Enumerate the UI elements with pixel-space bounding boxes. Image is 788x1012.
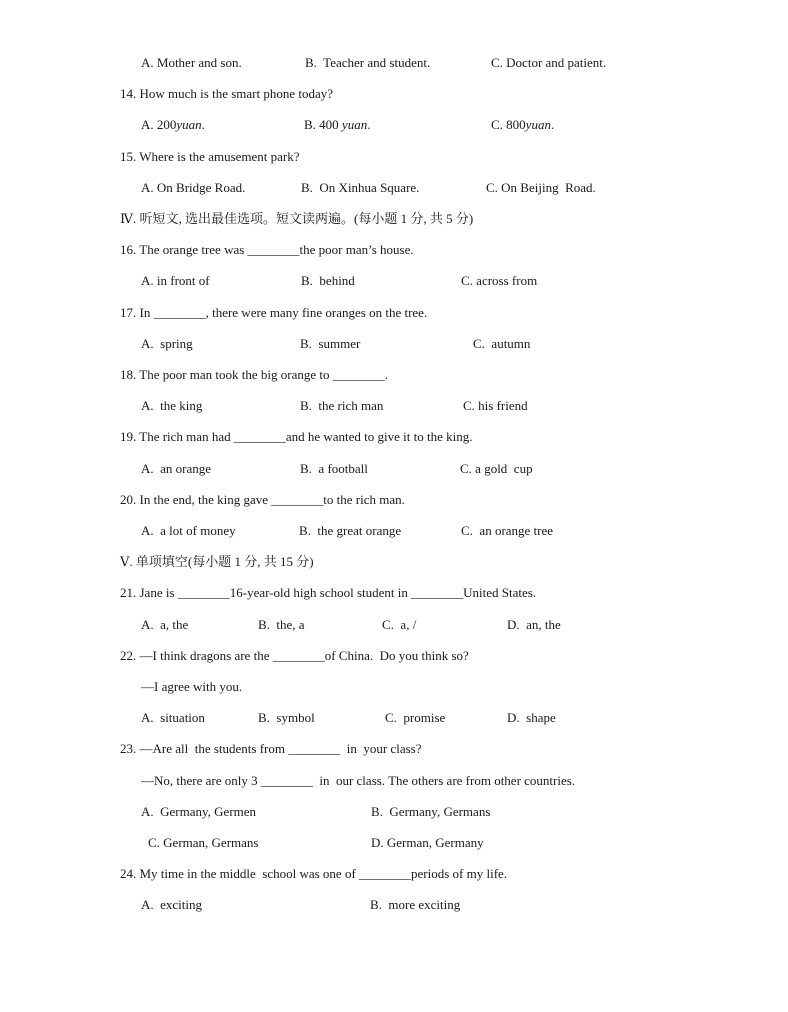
option-row	[0, 53, 788, 73]
answer-option-text: A. situation	[141, 710, 205, 725]
answer-option	[486, 178, 596, 198]
question-row	[0, 240, 788, 260]
question-row	[0, 365, 788, 385]
option-row	[0, 396, 788, 416]
answer-option-text: B. On Xinhua Square.	[301, 180, 420, 195]
question-row	[0, 303, 788, 323]
answer-option-text: A. a, the	[141, 617, 189, 632]
answer-option	[507, 615, 561, 635]
answer-option	[141, 708, 205, 728]
option-row	[0, 708, 788, 728]
answer-option-suffix: .	[367, 117, 371, 132]
answer-option-text: A. in front of	[141, 273, 210, 288]
answer-option-text: B. behind	[301, 273, 355, 288]
option-row	[0, 802, 788, 822]
answer-option-text: B. symbol	[258, 710, 315, 725]
currency-unit: yuan	[525, 117, 551, 132]
answer-option	[258, 615, 305, 635]
answer-option	[304, 115, 370, 135]
answer-option-text: C. a, /	[382, 617, 417, 632]
answer-option-text: C. an orange tree	[461, 523, 554, 538]
answer-option	[371, 802, 490, 822]
answer-option-text: C. promise	[385, 710, 446, 725]
answer-option-text: C. 800	[491, 117, 526, 132]
section-heading: Ⅴ. 单项填空(每小题 1 分, 共 15 分)	[120, 554, 314, 569]
option-row	[0, 895, 788, 915]
answer-option	[507, 708, 556, 728]
answer-option-text: C. On Beijing Road.	[486, 180, 596, 195]
answer-option	[300, 459, 368, 479]
answer-option-text: D. German, Germany	[371, 835, 484, 850]
answer-option-text: A. 200	[141, 117, 177, 132]
answer-option	[141, 521, 236, 541]
section-row	[0, 209, 788, 229]
answer-option	[141, 802, 256, 822]
answer-option-text: B. 400	[304, 117, 342, 132]
answer-option	[301, 271, 355, 291]
answer-option-text: B. a football	[300, 461, 368, 476]
answer-option-text: A. a lot of money	[141, 523, 236, 538]
question-text: 17. In ________, there were many fine oranges on the tree.	[120, 305, 428, 320]
answer-option	[382, 615, 416, 635]
question-row	[0, 646, 788, 666]
answer-option	[141, 396, 202, 416]
answer-option-suffix: .	[550, 117, 555, 132]
answer-option	[385, 708, 445, 728]
dialogue-line: —No, there are only 3 ________ in our class. The others are from other countries.	[141, 773, 576, 788]
option-row	[0, 521, 788, 541]
question-row	[0, 739, 788, 759]
answer-option	[473, 334, 530, 354]
answer-option	[148, 833, 258, 853]
section-row	[0, 552, 788, 572]
question-text: 15. Where is the amusement park?	[120, 149, 300, 164]
question-text: 23. —Are all the students from ________ in your class?	[120, 741, 422, 756]
answer-option-text: A. On Bridge Road.	[141, 180, 246, 195]
answer-option	[301, 178, 419, 198]
question-text: 14. How much is the smart phone today?	[120, 86, 334, 101]
answer-option-text: A. exciting	[141, 897, 203, 912]
answer-option-text: C. a gold cup	[460, 461, 533, 476]
answer-option	[141, 895, 202, 915]
question-row	[0, 427, 788, 447]
answer-option	[141, 53, 242, 73]
answer-option	[141, 178, 245, 198]
answer-option-text: C. German, Germans	[148, 835, 259, 850]
answer-option	[300, 396, 383, 416]
currency-unit: yuan	[176, 117, 202, 132]
question-row	[0, 864, 788, 884]
answer-option-text: D. shape	[507, 710, 556, 725]
answer-option-text: B. Teacher and student.	[305, 55, 431, 70]
sub-row	[0, 677, 788, 697]
answer-option-text: B. the rich man	[300, 398, 384, 413]
answer-option-text: C. his friend	[463, 398, 528, 413]
answer-option-text: B. Germany, Germans	[371, 804, 491, 819]
question-row	[0, 490, 788, 510]
answer-option-text: C. across from	[461, 273, 538, 288]
answer-option	[258, 708, 315, 728]
answer-option	[370, 895, 460, 915]
answer-option	[305, 53, 430, 73]
answer-option	[463, 396, 528, 416]
answer-option	[141, 271, 210, 291]
dialogue-line: —I agree with you.	[141, 679, 243, 694]
question-row	[0, 84, 788, 104]
question-text: 21. Jane is ________16-year-old high school student in ________United States.	[120, 585, 537, 600]
sub-row	[0, 771, 788, 791]
answer-option-text: A. an orange	[141, 461, 212, 476]
question-text: 18. The poor man took the big orange to ________.	[120, 367, 389, 382]
question-text: 22. —I think dragons are the ________of China. Do you think so?	[120, 648, 469, 663]
answer-option	[491, 115, 554, 135]
question-row	[0, 147, 788, 167]
answer-option-text: A. Mother and son.	[141, 55, 242, 70]
option-row	[0, 459, 788, 479]
option-row	[0, 178, 788, 198]
answer-option	[460, 459, 533, 479]
answer-option	[299, 521, 401, 541]
answer-option	[141, 459, 211, 479]
option-row	[0, 334, 788, 354]
answer-option-text: A. the king	[141, 398, 203, 413]
question-text: 19. The rich man had ________and he wanted to give it to the king.	[120, 429, 473, 444]
answer-option-text: C. Doctor and patient.	[491, 55, 607, 70]
answer-option	[461, 271, 537, 291]
answer-option	[491, 53, 606, 73]
answer-option-suffix: .	[201, 117, 205, 132]
option-row	[0, 833, 788, 853]
answer-option	[141, 115, 205, 135]
answer-option	[371, 833, 484, 853]
answer-option	[141, 334, 193, 354]
option-row	[0, 271, 788, 291]
question-row	[0, 583, 788, 603]
answer-option-text: B. summer	[300, 336, 361, 351]
answer-option	[300, 334, 360, 354]
option-row	[0, 115, 788, 135]
section-heading: Ⅳ. 听短文, 选出最佳选项。短文读两遍。(每小题 1 分, 共 5 分)	[120, 211, 474, 226]
answer-option-text: A. Germany, Germen	[141, 804, 257, 819]
answer-option	[141, 615, 188, 635]
answer-option	[461, 521, 553, 541]
answer-option-text: C. autumn	[473, 336, 531, 351]
currency-unit: yuan	[341, 117, 368, 132]
answer-option-text: B. the, a	[258, 617, 305, 632]
question-text: 24. My time in the middle school was one of ________periods of my life.	[120, 866, 508, 881]
answer-option-text: B. the great orange	[299, 523, 402, 538]
option-row	[0, 615, 788, 635]
question-text: 20. In the end, the king gave ________to the rich man.	[120, 492, 405, 507]
answer-option-text: A. spring	[141, 336, 193, 351]
answer-option-text: D. an, the	[507, 617, 561, 632]
answer-option-text: B. more exciting	[370, 897, 461, 912]
question-text: 16. The orange tree was ________the poor man’s house.	[120, 242, 414, 257]
